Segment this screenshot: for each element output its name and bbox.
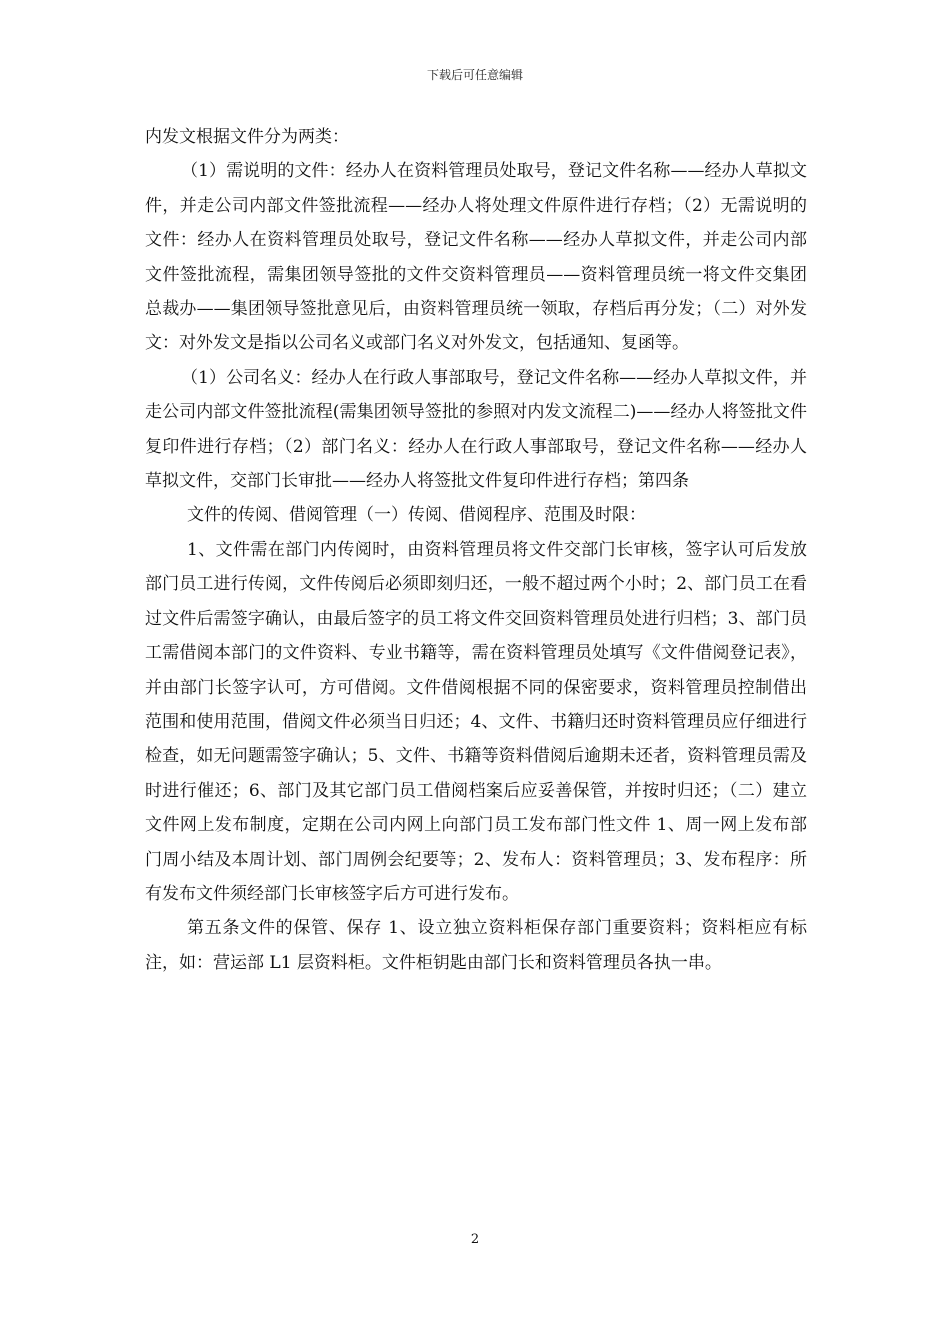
paragraph-circulation-rules: 1、文件需在部门内传阅时，由资料管理员将文件交部门长审核，签字认可后发放部门员工进行传阅，文件传阅后必须即刻归还，一般不超过两个小时；2、部门员工在看过文件后需签字确认，由最后签字的员工将文件交回资料管理员处进行归档；3、部门员工需借阅本部门的文件资料、专业书籍等，需在资料管理员处填写《文件借阅登记表》，并由部门长签字认可，方可借阅。文件借阅根据不同的保密要求，资料管理员控制借出范围和使用范围，借阅文件必须当日归还；4、文件、书籍归还时资料管理员应仔细进行检查，如无问题需签字确认；5、文件、书籍等资料借阅后逾期未还者，资料管理员需及时进行催还；6、部门及其它部门员工借阅档案后应妥善保管，并按时归还；（二）建立文件网上发布制度，定期在公司内网上向部门员工发布部门性文件 1、周一网上发布部门周小结及本周计划、部门周例会纪要等；2、发布人：资料管理员；3、发布程序：所有发布文件须经部门长审核签字后方可进行发布。 — [145, 539, 807, 904]
document-body — [145, 120, 807, 980]
page-number: 2 — [470, 1232, 480, 1247]
paragraph-external-names: （1）公司名义：经办人在行政人事部取号，登记文件名称——经办人草拟文件，并走公司内部文件签批流程(需集团领导签批的参照对内发文流程二)——经办人将签批文件复印件进行存档；（2）部门名义：经办人在行政人事部取号，登记文件名称——经办人草拟文件，交部门长审批——经办人将签批文件复印件进行存档；第四条 — [145, 367, 807, 492]
paragraph-internal-types: （1）需说明的文件：经办人在资料管理员处取号，登记文件名称——经办人草拟文件，并走公司内部文件签批流程——经办人将处理文件原件进行存档；（2）无需说明的文件：经办人在资料管理员处取号，登记文件名称——经办人草拟文件，并走公司内部文件签批流程，需集团领导签批的文件交资料管理员——资料管理员统一将文件交集团总裁办——集团领导签批意见后，由资料管理员统一领取，存档后再分发；（二）对外发文：对外发文是指以公司名义或部门名义对外发文，包括通知、复函等。 — [145, 161, 807, 354]
paragraph-storage: 第五条文件的保管、保存 1、设立独立资料柜保存部门重要资料；资料柜应有标注，如：营运部 L1 层资料柜。文件柜钥匙由部门长和资料管理员各执一串。 — [145, 918, 807, 973]
page-header: 下载后可任意编辑 — [426, 68, 523, 82]
paragraph-circulation-title: 文件的传阅、借阅管理（一）传阅、借阅程序、范围及时限： — [187, 505, 646, 526]
paragraph-intro: 内发文根据文件分为两类： — [145, 127, 349, 147]
